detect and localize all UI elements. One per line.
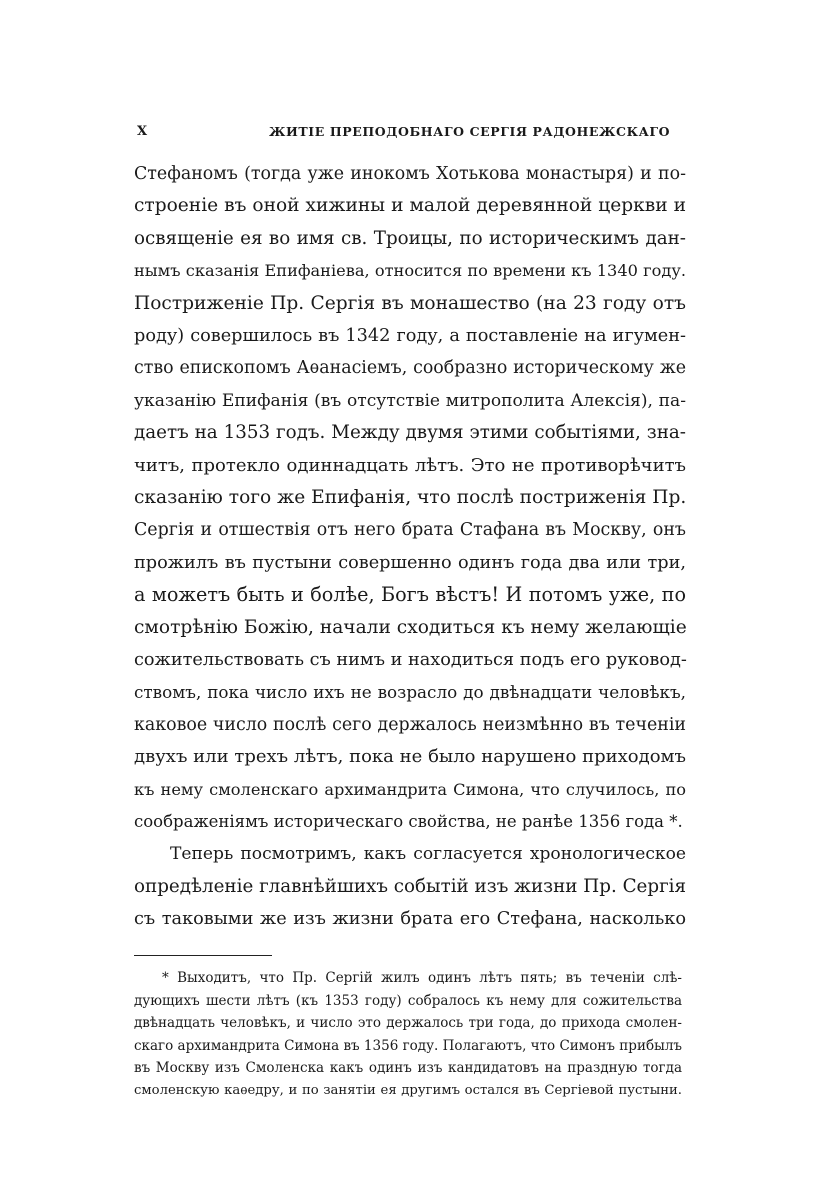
body-line: нымъ сказанія Епифаніева, относится по времени къ 1340 году. bbox=[134, 261, 686, 281]
running-title: ЖИТІЕ ПРЕПОДОБНАГО СЕРГІЯ РАДОНЕЖСКАГО bbox=[269, 124, 671, 139]
body-line: строеніе въ оной хижины и малой деревянной церкви и bbox=[134, 195, 686, 217]
body-line: сказанію того же Епифанія, что послѣ постриженія Пр. bbox=[134, 487, 687, 508]
body-line: смотрѣнію Божію, начали сходиться къ нему желающіе bbox=[134, 616, 687, 638]
body-line: Постриженіе Пр. Сергія въ монашество (на 23 году отъ bbox=[134, 292, 686, 314]
footnote-line: дующихъ шести лѣтъ (къ 1353 году) собралось къ нему для сожительства bbox=[134, 992, 682, 1009]
footnote-line: двѣнадцать человѣкъ, и число это держалось три года, до прихода смолен- bbox=[134, 1015, 682, 1032]
footnote-line: * Выходитъ, что Пр. Сергій жилъ одинъ лѣтъ пять; въ теченіи слѣ- bbox=[162, 970, 682, 987]
footnote-line: смоленскую каѳедру, и по занятіи ея другимъ остался въ Сергіевой пустыни. bbox=[134, 1082, 682, 1098]
body-line: Теперь посмотримъ, какъ согласуется хронологическое bbox=[170, 844, 686, 865]
body-line: къ нему смоленскаго архимандрита Симона, что случилось, по bbox=[134, 779, 686, 799]
page-number: X bbox=[137, 124, 148, 139]
body-line: а можетъ быть и болѣе, Богъ вѣстъ! И потомъ уже, по bbox=[134, 583, 686, 607]
body-line: указанію Епифанія (въ отсутствіе митрополита Алексія), па- bbox=[134, 390, 686, 411]
body-line: Стефаномъ (тогда уже инокомъ Хотькова монастыря) и по- bbox=[134, 164, 686, 184]
running-head bbox=[137, 124, 687, 142]
body-line: роду) совершилось въ 1342 году, а поставленіе на игумен- bbox=[134, 326, 686, 346]
body-line: прожилъ въ пустыни совершенно одинъ года два или три, bbox=[134, 552, 686, 573]
body-line: ствомъ, пока число ихъ не возрасло до двѣнадцати человѣкъ, bbox=[134, 682, 686, 703]
body-line: даетъ на 1353 годъ. Между двумя этими событіями, зна- bbox=[134, 422, 686, 444]
body-line: съ таковыми же изъ жизни брата его Стефана, насколько bbox=[134, 909, 686, 930]
body-line: ство епископомъ Аѳанасіемъ, сообразно историческому же bbox=[134, 358, 686, 379]
footnote-line: скаго архимандрита Симона въ 1356 году. Полагаютъ, что Симонъ прибылъ bbox=[134, 1037, 682, 1054]
body-line: опредѣленіе главнѣйшихъ событій изъ жизни Пр. Сергія bbox=[134, 875, 687, 897]
body-line: двухъ или трехъ лѣтъ, пока не было нарушено приходомъ bbox=[134, 746, 686, 768]
body-line: соображеніямъ историческаго свойства, не ранѣе 1356 года *. bbox=[134, 812, 683, 831]
footnote-rule bbox=[134, 955, 272, 956]
body-line: освященіе ея во имя св. Троицы, по историческимъ дан- bbox=[134, 227, 686, 249]
body-line: каковое число послѣ сего держалось неизмѣнно въ теченіи bbox=[134, 714, 686, 735]
body-line: Сергія и отшествія отъ него брата Стафана въ Москву, онъ bbox=[134, 520, 686, 541]
body-line: сожительствовать съ нимъ и находиться подъ его руковод- bbox=[134, 650, 687, 670]
body-line: читъ, протекло одиннадцать лѣтъ. Это не противорѣчитъ bbox=[134, 454, 686, 476]
footnote-line: въ Москву изъ Смоленска какъ одинъ изъ кандидатовъ на праздную тогда bbox=[134, 1060, 682, 1077]
